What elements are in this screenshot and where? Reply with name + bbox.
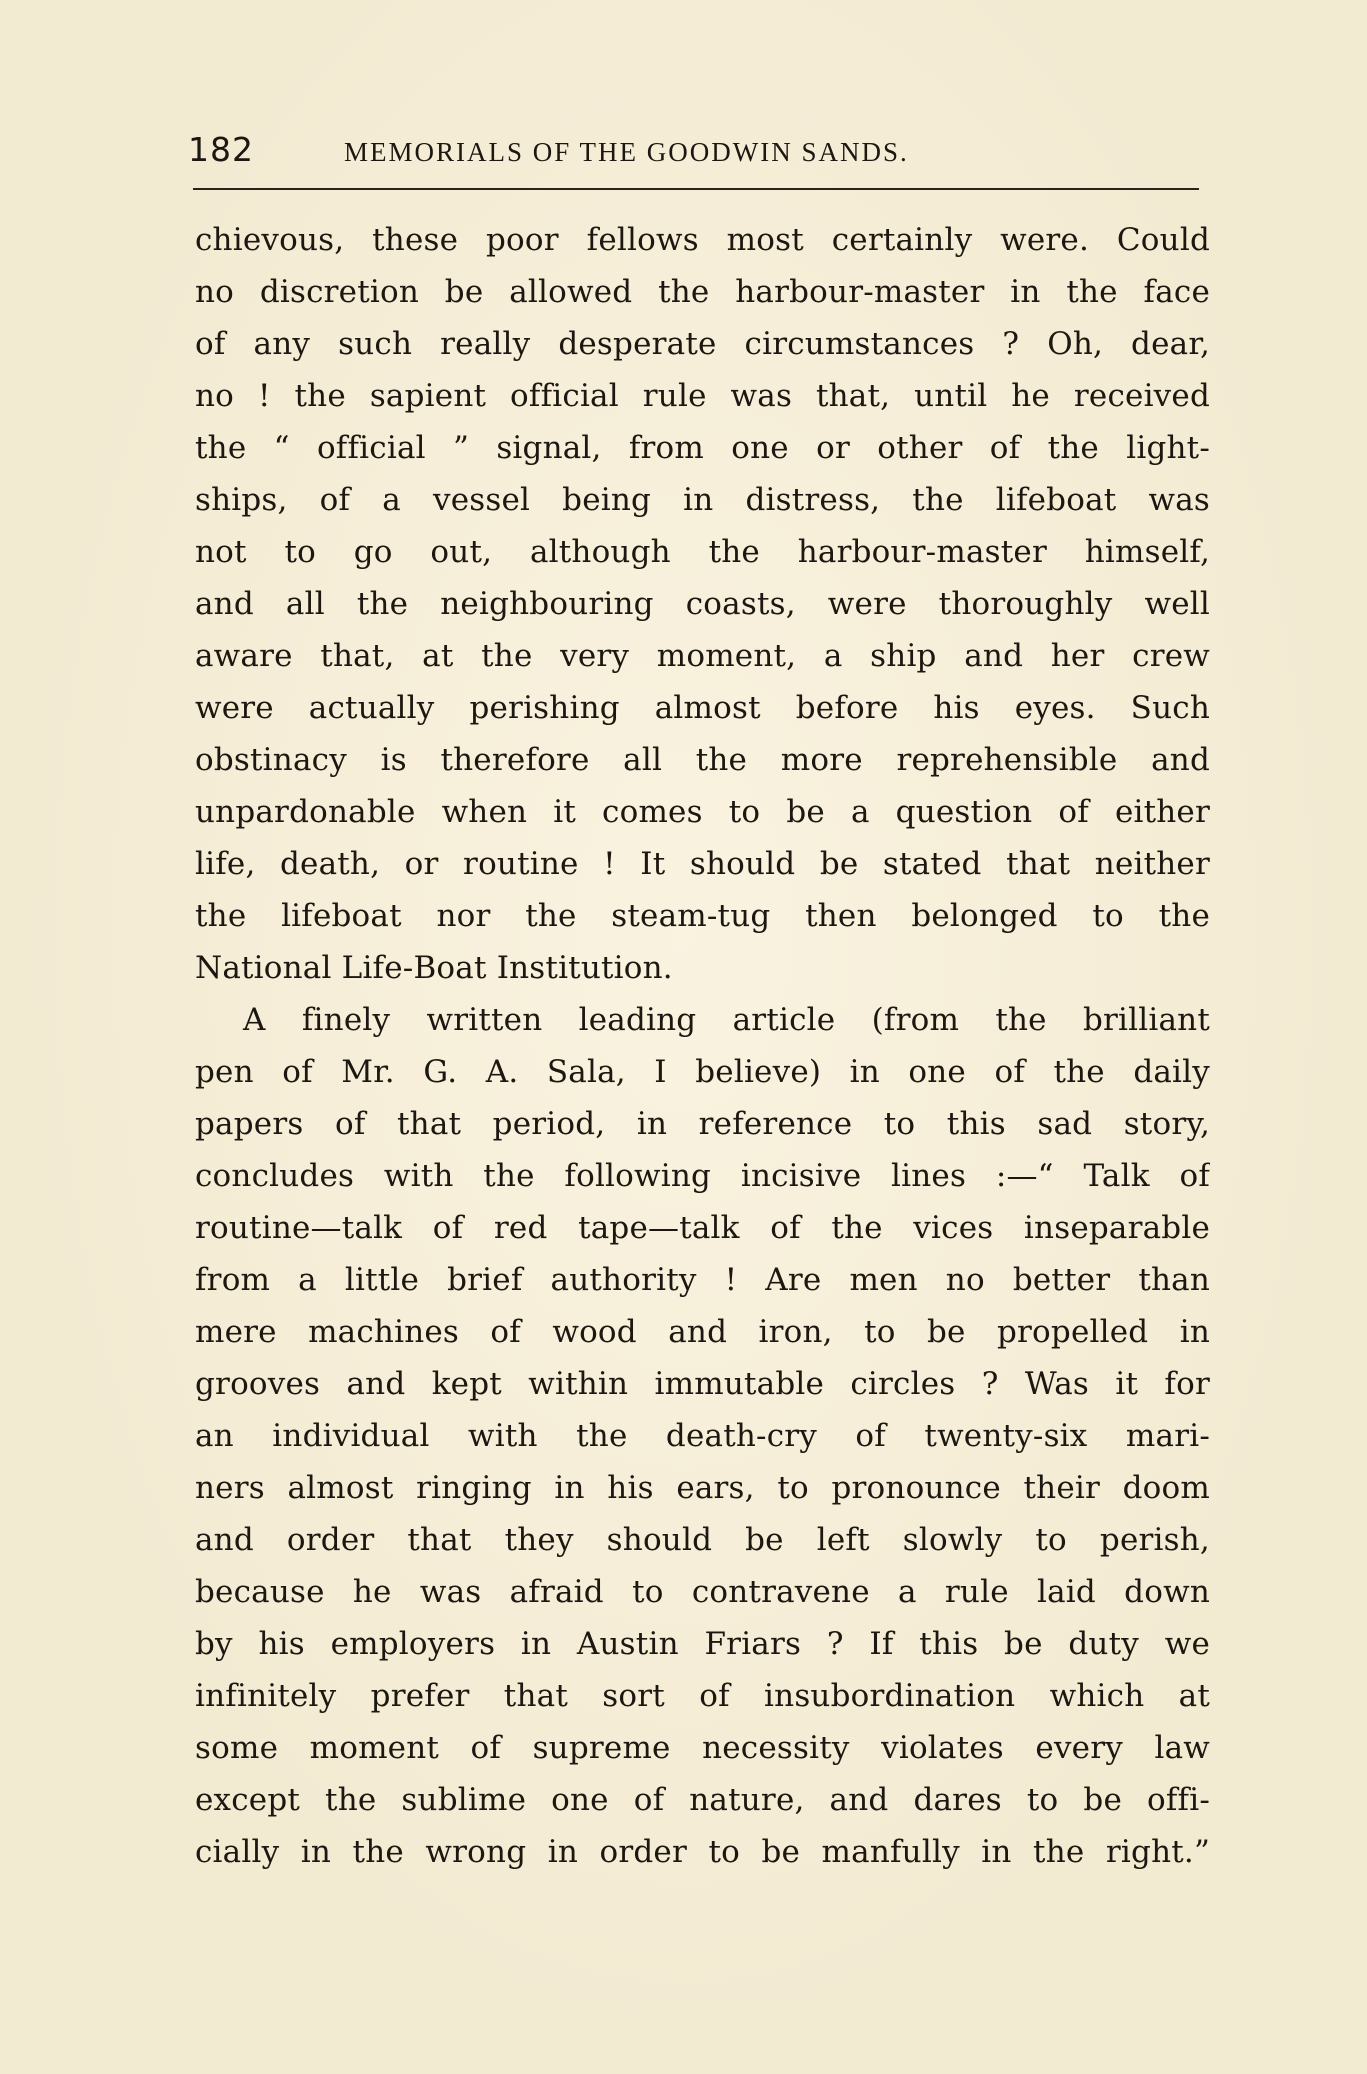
text-line: not to go out, although the harbour-master himself, bbox=[195, 534, 1210, 570]
text-line: ships, of a vessel being in distress, the lifeboat was bbox=[195, 482, 1210, 518]
text-line: routine—talk of red tape—talk of the vices inseparable bbox=[195, 1210, 1210, 1246]
text-line: from a little brief authority ! Are men no better than bbox=[195, 1262, 1210, 1298]
text-line: no discretion be allowed the harbour-master in the face bbox=[195, 274, 1210, 310]
paragraph-end-line: National Life-Boat Institution. bbox=[195, 950, 673, 986]
text-line: infinitely prefer that sort of insubordination which at bbox=[195, 1678, 1210, 1714]
text-line: and all the neighbouring coasts, were thoroughly well bbox=[195, 586, 1210, 622]
text-line: cially in the wrong in order to be manfully in the right.” bbox=[195, 1834, 1210, 1870]
header-rule bbox=[193, 188, 1199, 190]
running-title: MEMORIALS OF THE GOODWIN SANDS. bbox=[344, 137, 909, 167]
text-line: aware that, at the very moment, a ship and her crew bbox=[195, 638, 1210, 674]
text-line: chievous, these poor fellows most certainly were. Could bbox=[195, 222, 1210, 258]
text-line: pen of Mr. G. A. Sala, I believe) in one of the daily bbox=[195, 1054, 1210, 1090]
text-line: papers of that period, in reference to this sad story, bbox=[195, 1106, 1210, 1142]
page-header bbox=[188, 128, 1208, 172]
text-line: mere machines of wood and iron, to be propelled in bbox=[195, 1314, 1210, 1350]
text-line: of any such really desperate circumstances ? Oh, dear, bbox=[195, 326, 1210, 362]
text-line: by his employers in Austin Friars ? If this be duty we bbox=[195, 1626, 1210, 1662]
text-line: no ! the sapient official rule was that, until he received bbox=[195, 378, 1210, 414]
text-line: concludes with the following incisive lines :—“ Talk of bbox=[195, 1158, 1210, 1194]
text-line: ners almost ringing in his ears, to pronounce their doom bbox=[195, 1470, 1210, 1506]
text-line: except the sublime one of nature, and dares to be offi- bbox=[195, 1782, 1210, 1818]
page-number: 182 bbox=[188, 130, 254, 169]
text-line: unpardonable when it comes to be a question of either bbox=[195, 794, 1210, 830]
body-text bbox=[195, 214, 1210, 1878]
text-line: and order that they should be left slowly to perish, bbox=[195, 1522, 1210, 1558]
paragraph-start-line: A finely written leading article (from the brilliant bbox=[243, 1002, 1210, 1038]
text-line: an individual with the death-cry of twenty-six mari- bbox=[195, 1418, 1210, 1454]
text-line: life, death, or routine ! It should be stated that neither bbox=[195, 846, 1210, 882]
text-line: grooves and kept within immutable circles ? Was it for bbox=[195, 1366, 1210, 1402]
text-line: obstinacy is therefore all the more reprehensible and bbox=[195, 742, 1210, 778]
text-line: the lifeboat nor the steam-tug then belonged to the bbox=[195, 898, 1210, 934]
text-line: the “ official ” signal, from one or other of the light- bbox=[195, 430, 1210, 466]
text-line: because he was afraid to contravene a rule laid down bbox=[195, 1574, 1210, 1610]
text-line: some moment of supreme necessity violates every law bbox=[195, 1730, 1210, 1766]
text-line: were actually perishing almost before his eyes. Such bbox=[195, 690, 1210, 726]
